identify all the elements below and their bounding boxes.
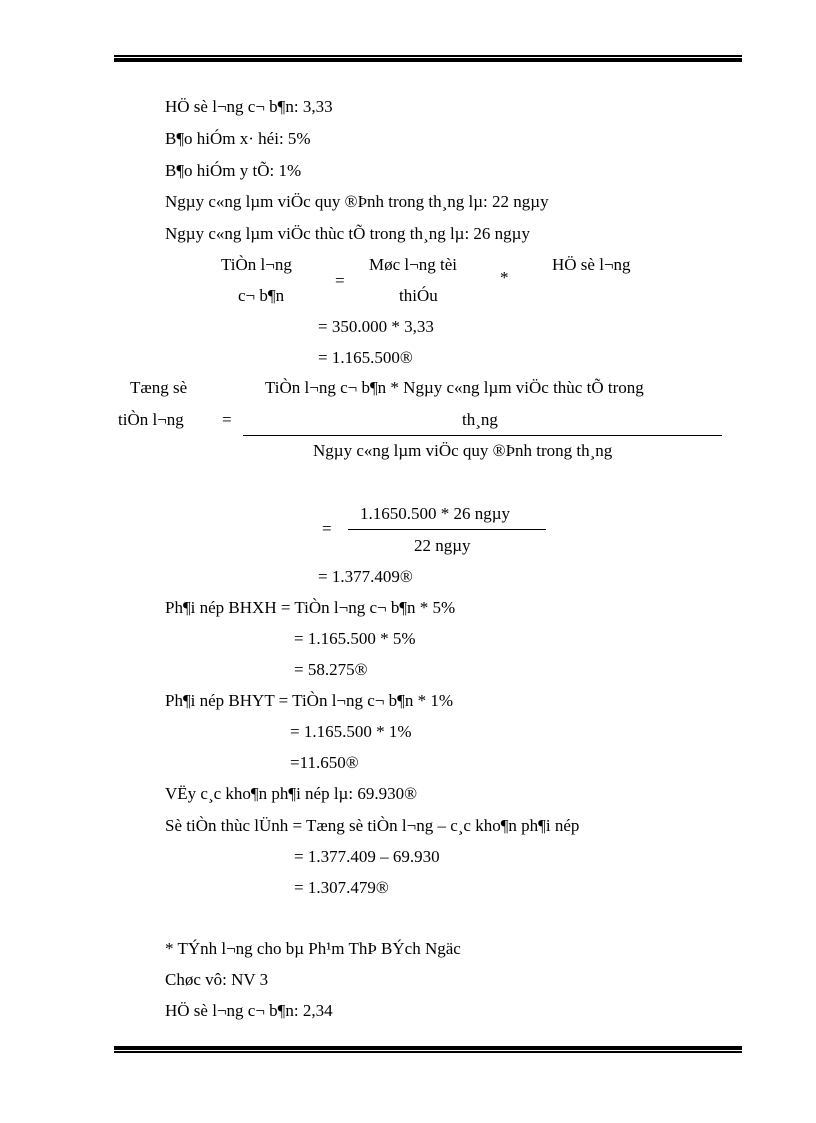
f2-equals-2: = xyxy=(322,519,332,538)
f2-numerator-3: 1.1650.500 * 26 ngµy xyxy=(360,504,511,523)
f1-mid-2: thiÓu xyxy=(399,286,438,305)
bhxh-line-1: Ph¶i nép BHXH = TiÒn l¬ng c¬ b¶n * 5% xyxy=(165,598,456,617)
f2-lhs-2: tiÒn l¬ng xyxy=(118,410,184,429)
bhyt-rate-line: B¶o hiÓm y tÕ: 1% xyxy=(165,161,302,180)
f2-fraction-bar xyxy=(243,435,722,436)
thuc-linh-line-1: Sè tiÒn thùc lÜnh = Tæng sè tiÒn l¬ng – c¸c kho¶n ph¶i nép xyxy=(165,816,580,835)
f2-denominator-3: 22 ngµy xyxy=(414,536,471,555)
khoan-phai-nop-line: VËy c¸c kho¶n ph¶i nép lµ: 69.930® xyxy=(165,784,417,803)
header-rule-thin xyxy=(114,55,742,57)
f1-equals: = xyxy=(335,271,345,290)
thuc-linh-line-3: = 1.307.479® xyxy=(294,878,389,897)
next-chuc-vu: Chøc vô: NV 3 xyxy=(165,970,269,989)
f2-numerator-2: th¸ng xyxy=(462,410,498,429)
bhyt-line-2: = 1.165.500 * 1% xyxy=(290,722,412,741)
next-he-so: HÖ sè l¬ng c¬ b¶n: 2,34 xyxy=(165,1001,333,1020)
next-heading: * TÝnh l¬ng cho bµ Ph¹m ThÞ BÝch Ngäc xyxy=(165,939,461,958)
thuc-linh-line-2: = 1.377.409 – 69.930 xyxy=(294,847,440,866)
bhxh-rate-line: B¶o hiÓm x· héi: 5% xyxy=(165,129,311,148)
f1-lhs-1: TiÒn l¬ng xyxy=(221,255,292,274)
ngay-thuc-te-line: Ngµy c«ng lµm viÖc thùc tÕ trong th¸ng lµ: 26 ngµy xyxy=(165,224,530,243)
f1-calc-1: = 350.000 * 3,33 xyxy=(318,317,434,336)
bhxh-line-3: = 58.275® xyxy=(294,660,368,679)
f1-mid-1: Møc l¬ng tèi xyxy=(369,255,457,274)
f1-times: * xyxy=(500,268,509,287)
f1-calc-2: = 1.165.500® xyxy=(318,348,413,367)
header-rule-thick xyxy=(114,58,742,62)
he-so-luong-line: HÖ sè l¬ng c¬ b¶n: 3,33 xyxy=(165,97,333,116)
ngay-quy-dinh-line: Ngµy c«ng lµm viÖc quy ®Þnh trong th¸ng lµ: 22 ngµy xyxy=(165,192,549,211)
bhxh-line-2: = 1.165.500 * 5% xyxy=(294,629,416,648)
footer-rule-thin xyxy=(114,1051,742,1053)
bhyt-line-3: =11.650® xyxy=(290,753,359,772)
f2-numerator-1: TiÒn l¬ng c¬ b¶n * Ngµy c«ng lµm viÖc thùc tÕ trong xyxy=(265,378,644,397)
f2-denominator: Ngµy c«ng lµm viÖc quy ®Þnh trong th¸ng xyxy=(313,441,613,460)
footer-rule-thick xyxy=(114,1046,742,1050)
f2-fraction-bar-2 xyxy=(348,529,546,530)
f2-equals: = xyxy=(222,410,232,429)
f1-lhs-2: c¬ b¶n xyxy=(238,286,285,305)
f2-lhs-1: Tæng sè xyxy=(130,378,188,397)
f2-result: = 1.377.409® xyxy=(318,567,413,586)
f1-rhs: HÖ sè l¬ng xyxy=(552,255,631,274)
bhyt-line-1: Ph¶i nép BHYT = TiÒn l¬ng c¬ b¶n * 1% xyxy=(165,691,454,710)
